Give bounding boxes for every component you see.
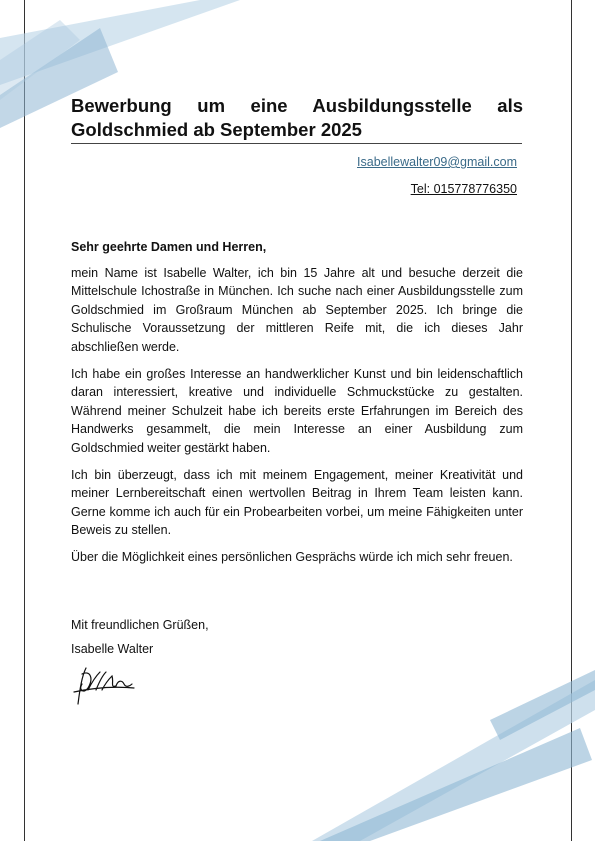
greeting: Sehr geehrte Damen und Herren, [71, 240, 267, 254]
paragraph-interest: Ich habe ein großes Interesse an handwerklicher Kunst und bin leidenschaftlich daran interessiert, kreative und individuelle Schmuckstücke zu gestalten. Während meiner Schulzeit habe ich bereits erste Erfahrungen im Bereich des Handwerks gesammelt, die mein Interesse an einer Ausbildung zum Goldschmied weiter gestärkt haben. [71, 366, 523, 455]
paragraph-interview: Über die Möglichkeit eines persönlichen Gesprächs würde ich mich sehr freuen. [71, 549, 513, 564]
decorative-stripes-bottom [300, 660, 595, 841]
paragraph-conviction: Ich bin überzeugt, dass ich mit meinem Engagement, meiner Kreativität und meiner Lernbereitschaft einen wertvollen Beitrag in Ihrem Team leisten kann. Gerne komme ich auch für ein Probearbeiten vorbei, um meine Fähigkeiten unter Beweis zu stellen. [71, 467, 523, 538]
phone-number: Tel: 015778776350 [410, 182, 517, 196]
closing: Mit freundlichen Grüßen, [71, 618, 209, 632]
paragraph-intro: mein Name ist Isabelle Walter, ich bin 15 Jahre alt und besuche derzeit die Mittelschule Ichostraße in München. Ich suche nach einer Ausbildungsstelle zum Goldschmied im Großraum München ab September 2025. Ich bringe die Schulische Voraussetzung der mittleren Reife mit, die ich dieses Jahr abschließen werde. [71, 265, 523, 354]
title-divider [71, 143, 522, 144]
email-link[interactable]: Isabellewalter09@gmail.com [357, 155, 517, 169]
signer-name: Isabelle Walter [71, 642, 154, 656]
letter-title: Bewerbung um eine Ausbildungsstelle als Goldschmied ab September 2025 [71, 95, 523, 140]
signature-image [72, 662, 142, 710]
letter-body [71, 238, 523, 575]
